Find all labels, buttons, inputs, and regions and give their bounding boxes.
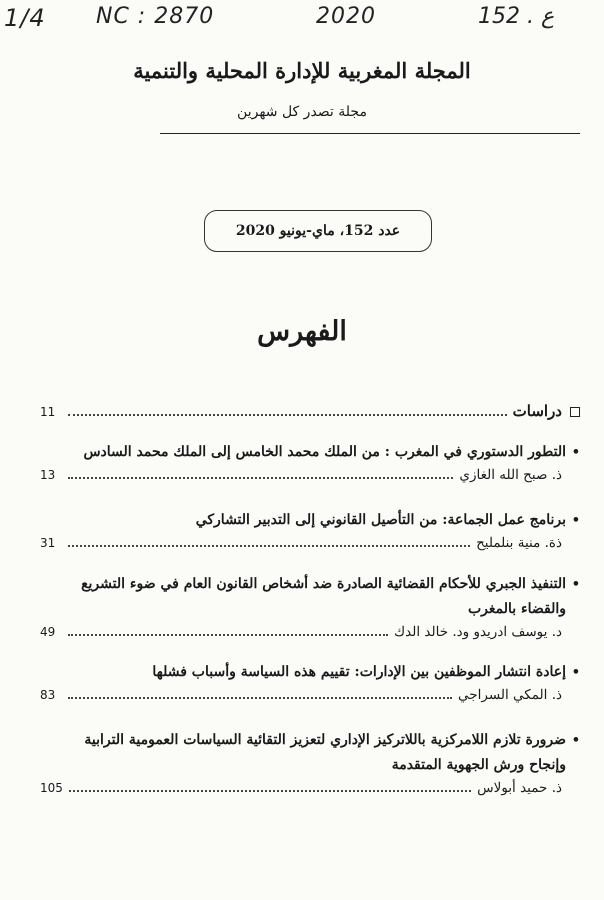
article-title-line: التطور الدستوري في المغرب : من الملك محمد الخامس إلى الملك محمد السادس: [83, 444, 566, 460]
article-author: ذ. حميد أبولاس: [477, 780, 562, 796]
dot-leader: [68, 533, 470, 547]
handwritten-ref-code: NC : 2870: [96, 4, 215, 29]
dot-leader: [69, 778, 471, 792]
author-line: [40, 622, 580, 642]
handwritten-fraction: 1/4: [4, 4, 46, 32]
bullet-icon: •: [571, 733, 580, 748]
article-page: 31: [40, 536, 56, 550]
toc-title: الفهرس: [257, 316, 347, 347]
article-title-line: برنامج عمل الجماعة: من التأصيل القانوني إلى التدبير التشاركي: [195, 512, 566, 528]
article-title: [40, 572, 580, 622]
section-line: [40, 401, 580, 421]
author-line: [40, 465, 580, 485]
dot-leader: [68, 402, 507, 416]
author-line: [40, 533, 580, 553]
bullet-icon: •: [571, 577, 580, 592]
toc-article: [40, 572, 580, 642]
article-page: 49: [40, 625, 56, 639]
article-title: [40, 660, 580, 685]
article-page: 105: [40, 781, 63, 795]
section-page: 11: [40, 405, 56, 419]
handwritten-year: 2020: [316, 4, 376, 29]
article-title: [40, 508, 580, 533]
dot-leader: [68, 622, 388, 636]
section-label: دراسات: [512, 402, 562, 420]
dot-leader: [68, 685, 452, 699]
toc-article: [40, 728, 580, 798]
article-title-line: التنفيذ الجبري للأحكام القضائية الصادرة ضد أشخاص القانون العام في ضوء التشريع: [81, 576, 566, 592]
dot-leader: [68, 465, 453, 479]
article-author: د. يوسف ادريدو ود. خالد الدك: [394, 624, 562, 640]
bullet-icon: •: [571, 665, 580, 680]
article-page: 13: [40, 468, 56, 482]
bullet-icon: •: [571, 513, 580, 528]
article-page: 83: [40, 688, 56, 702]
author-line: [40, 685, 580, 705]
article-title: [40, 440, 580, 465]
article-title-line: إعادة انتشار الموظفين بين الإدارات: تقييم هذه السياسة وأسباب فشلها: [152, 664, 566, 680]
bullet-icon: •: [571, 445, 580, 460]
article-title: [40, 728, 580, 778]
journal-subtitle: مجلة تصدر كل شهرين: [237, 104, 367, 120]
issue-label-box: [204, 210, 432, 252]
handwritten-issue-mark: 152 . ع: [478, 4, 555, 29]
article-title-line: ضرورة تلازم اللامركزية باللاتركيز الإداري لتعزيز التقائية السياسات العمومية الترابية: [84, 732, 566, 748]
header-divider: [160, 133, 580, 134]
toc-article: [40, 660, 580, 705]
article-author: ذة. منية بنلمليح: [476, 535, 562, 551]
toc-section: [40, 401, 580, 421]
article-title-line: والقضاء بالمغرب: [467, 601, 566, 617]
journal-title: المجلة المغربية للإدارة المحلية والتنمية: [133, 58, 471, 83]
checkbox-square-icon: [570, 407, 580, 417]
article-author: ذ. صبح الله الغازي: [459, 467, 562, 483]
author-line: [40, 778, 580, 798]
toc-article: [40, 440, 580, 485]
article-author: ذ. المكي السراجي: [458, 687, 562, 703]
toc-article: [40, 508, 580, 553]
issue-label: عدد 152، ماي-يونيو 2020: [235, 223, 401, 239]
article-title-line: وإنجاح ورش الجهوية المتقدمة: [391, 757, 566, 773]
